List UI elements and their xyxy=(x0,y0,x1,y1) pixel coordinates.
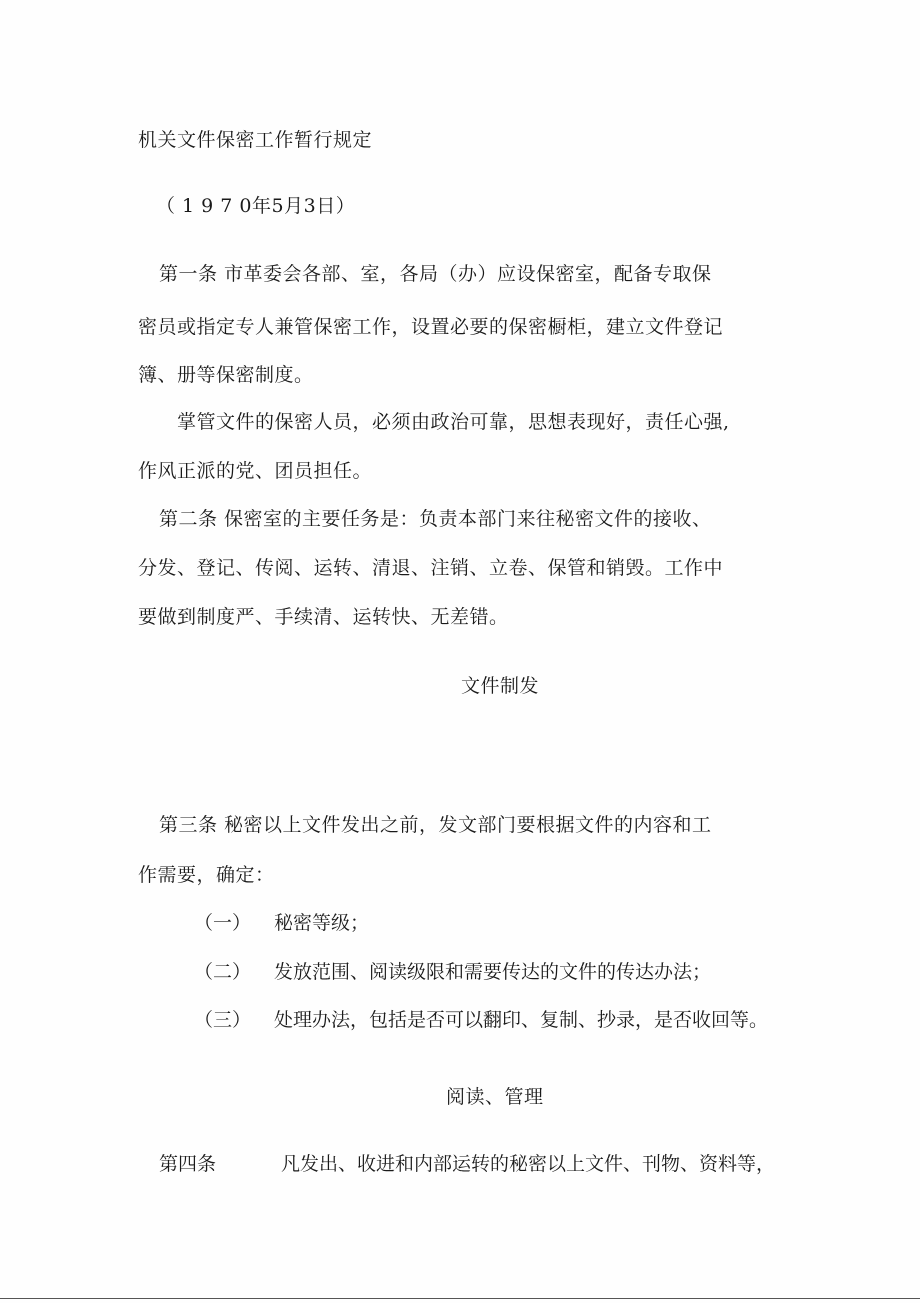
list-item-marker: （一） xyxy=(194,912,252,934)
article-2-line-1: 第二条 保密室的主要任务是：负责本部门来往秘密文件的接收、 xyxy=(159,508,712,530)
list-item-text: 发放范围、阅读级限和需要传达的文件的传达办法； xyxy=(274,961,712,983)
article-2-line-2: 分发、登记、传阅、运转、清退、注销、立卷、保管和销毁。工作中 xyxy=(138,557,724,579)
article-4-text: 凡发出、收进和内部运转的秘密以上文件、刊物、资料等， xyxy=(281,1153,776,1175)
article-3-line-2: 作需要，确定： xyxy=(138,864,275,886)
list-item-text: 处理办法，包括是否可以翻印、复制、抄录，是否收回等。 xyxy=(274,1009,769,1031)
article-1-line-2: 密员或指定专人兼管保密工作，设置必要的保密橱柜，建立文件登记 xyxy=(138,316,724,338)
page-bottom-divider xyxy=(0,1298,920,1299)
article-4-heading: 第四条 xyxy=(159,1153,217,1175)
article-1-line-3: 簿、册等保密制度。 xyxy=(138,364,314,386)
article-1-paragraph-2-line-2: 作风正派的党、团员担任。 xyxy=(138,460,373,482)
section-heading-reading-management: 阅读、管理 xyxy=(446,1086,544,1108)
document-title: 机关文件保密工作暂行规定 xyxy=(138,129,373,151)
article-3-line-1: 第三条 秘密以上文件发出之前，发文部门要根据文件的内容和工 xyxy=(159,814,712,836)
section-heading-document-issuance: 文件制发 xyxy=(461,675,540,697)
article-1-paragraph-2-line-1: 掌管文件的保密人员，必须由政治可靠，思想表现好，责任心强, xyxy=(177,411,730,433)
list-item-text: 秘密等级； xyxy=(274,912,370,934)
list-item-marker: （三） xyxy=(194,1009,252,1031)
document-date: （ 1 9 7 0年5月3日） xyxy=(156,195,356,217)
list-item-marker: （二） xyxy=(194,961,252,983)
article-2-line-3: 要做到制度严、手续清、运转快、无差错。 xyxy=(138,606,509,628)
article-1-line-1: 第一条 市革委会各部、室，各局（办）应设保密室，配备专取保 xyxy=(159,263,712,285)
